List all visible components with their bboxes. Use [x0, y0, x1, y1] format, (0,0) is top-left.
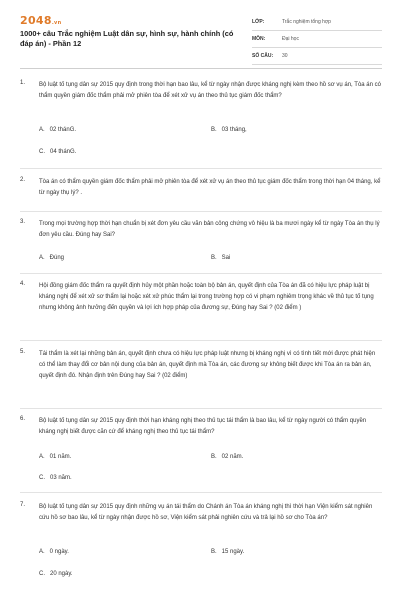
option-c[interactable]	[39, 149, 76, 155]
info-value: Đại học	[282, 36, 299, 42]
question-divider	[20, 211, 382, 212]
option-letter: A.	[39, 454, 45, 460]
question-number: 4.	[20, 281, 26, 287]
option-a[interactable]	[39, 549, 69, 555]
option-letter: C.	[39, 571, 45, 577]
option-b[interactable]	[211, 127, 247, 133]
option-text: 03 tháng,	[221, 127, 247, 133]
option-letter: B.	[211, 127, 217, 133]
option-text: 03 năm.	[50, 475, 72, 481]
info-label: MÔN:	[252, 36, 266, 42]
option-letter: B.	[211, 255, 217, 261]
info-label: LỚP:	[252, 19, 265, 25]
option-text: 02 thánG.	[49, 127, 77, 133]
option-b[interactable]	[211, 255, 230, 261]
logo-name: 2048	[20, 14, 52, 27]
info-row-class	[252, 14, 382, 31]
question-number: 1.	[20, 80, 26, 86]
question-divider	[20, 408, 382, 409]
option-text: Sai	[221, 255, 231, 261]
option-c[interactable]	[39, 571, 73, 577]
info-value: Trắc nghiệm tổng hợp	[282, 19, 331, 25]
option-text: 02 năm.	[221, 454, 244, 460]
question-divider	[20, 492, 382, 493]
option-letter: A.	[39, 255, 45, 261]
option-a[interactable]	[39, 255, 64, 261]
option-letter: A.	[39, 127, 45, 133]
question-text: Bộ luật tố tụng dân sự 2015 quy định trong thời hạn bao lâu, kể từ ngày nhận được kháng nghị kèm theo hồ sơ vụ án, Tòa án có thẩm quyền giám đốc thẩm phải mở phiên tòa để xét xử vụ án theo thủ tục giám đốc thẩm?	[39, 82, 381, 99]
question-text: Bộ luật tố tụng dân sự 2015 quy định thời hạn kháng nghị theo thủ tục tái thẩm là bao lâu, kể từ ngày người có thẩm quyền kháng nghị biết được căn cứ để kháng nghị theo thủ tục tái thẩm?	[39, 418, 367, 435]
question-divider	[20, 273, 382, 274]
question-text: Tái thẩm là xét lại những bản án, quyết định chưa có hiệu lực pháp luật nhưng bị kháng nghị vì có tình tiết mới được phát hiện có thể làm thay đổi cơ bản nội dung của bản án, quyết định mà Tòa án, các đương sự không biết được khi Tòa án ra bản án, quyết định đó. Nhận định trên Đúng hay Sai ? (02 điểm)	[39, 351, 376, 379]
option-text: 04 thánG.	[50, 149, 77, 155]
question-divider	[20, 340, 382, 341]
option-letter: A.	[39, 549, 45, 555]
question-divider	[20, 168, 382, 169]
info-table	[252, 14, 382, 65]
question-text: Tòa án có thẩm quyền giám đốc thẩm phải mở phiên tòa để xét xử vụ án theo thủ tục giám đốc thẩm trong thời hạn 04 tháng, kể từ ngày thụ lý? .	[39, 179, 381, 196]
question-number: 5.	[20, 349, 26, 355]
question-number: 3.	[20, 219, 26, 225]
option-letter: B.	[211, 549, 217, 555]
question-text: Trong mọi trường hợp thời hạn chuẩn bị xét đơn yêu cầu văn bản công chứng vô hiệu là ba mươi ngày kể từ ngày Tòa án thụ lý đơn yêu cầu. Đúng hay Sai?	[39, 221, 380, 238]
option-text: Đúng	[49, 255, 65, 261]
option-text: 15 ngày.	[221, 549, 245, 555]
option-c[interactable]	[39, 475, 72, 481]
option-text: 01 năm.	[49, 454, 72, 460]
info-row-subject	[252, 31, 382, 48]
question-text: Hội đồng giám đốc thẩm ra quyết định hủy một phần hoặc toàn bộ bản án, quyết định của Tòa án đã có hiệu lực pháp luật bị kháng nghị để xét xử sơ thẩm lại hoặc xét xử phúc thẩm lại trong trường hợp có vi phạm nghiêm trọng khác về thủ tục tố tụng nhưng không ảnh hưởng đến quyền và lợi ích hợp pháp của đương sự, Đúng hay Sai ? (02 điểm )	[39, 283, 374, 311]
option-letter: C.	[39, 149, 45, 155]
site-logo[interactable]	[20, 14, 61, 27]
option-a[interactable]	[39, 127, 76, 133]
question-number: 6.	[20, 416, 26, 422]
option-text: 20 ngày.	[50, 571, 73, 577]
logo-tld: .vn	[51, 20, 62, 26]
option-letter: B.	[211, 454, 217, 460]
header-divider	[20, 68, 382, 69]
question-number: 2.	[20, 177, 26, 183]
option-text: 0 ngày.	[49, 549, 69, 555]
question-text: Bộ luật tố tụng dân sự 2015 quy định những vụ án tái thẩm do Chánh án Tòa án kháng nghị thì thời hạn Viện kiểm sát nghiên cứu hồ sơ bao lâu, kể từ ngày nhận được hồ sơ, Viện kiểm sát phải nghiên cứu và trả lại hồ sơ cho Tòa án?	[39, 504, 373, 521]
info-row-count	[252, 48, 382, 65]
info-label: SỐ CÂU:	[252, 53, 274, 59]
option-letter: C.	[39, 475, 45, 481]
option-b[interactable]	[211, 549, 244, 555]
option-a[interactable]	[39, 454, 71, 460]
option-b[interactable]	[211, 454, 243, 460]
page-title: 1000+ câu Trắc nghiệm Luật dân sự, hình sự, hành chính (có đáp án) - Phần 12	[20, 29, 234, 48]
question-number: 7.	[20, 502, 26, 508]
info-value: 30	[282, 53, 288, 59]
